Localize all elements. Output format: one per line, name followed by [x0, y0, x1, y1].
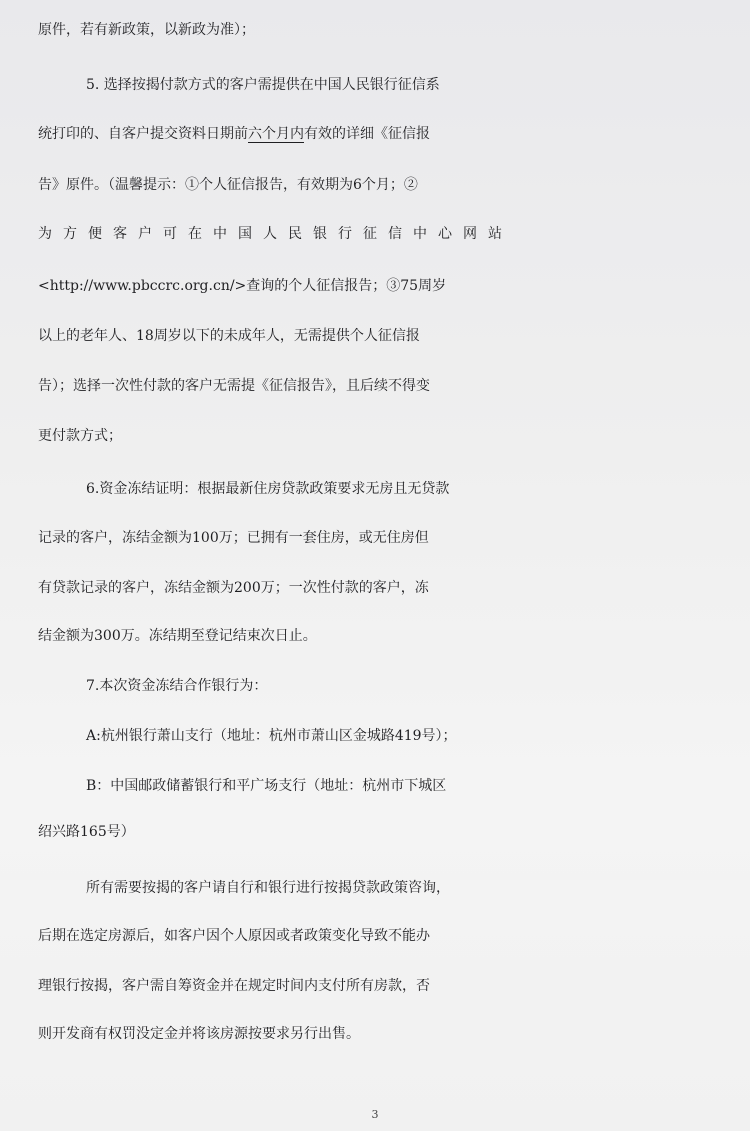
line-text: 记录的客户，冻结金额为100万；已拥有一套住房，或无住房但: [38, 530, 429, 546]
text-line: [0, 206, 750, 262]
text-line: [0, 258, 750, 314]
text-line: [0, 461, 750, 517]
text-line: [0, 804, 750, 860]
text-line: [0, 708, 750, 764]
line-text: 绍兴路165号）: [38, 824, 135, 840]
line-text: 有贷款记录的客户，冻结金额为200万；一次性付款的客户，冻: [38, 580, 429, 596]
line-text: A:杭州银行萧山支行（地址：杭州市萧山区金城路419号）；: [86, 728, 457, 744]
underlined-text: 六个月内: [248, 126, 304, 142]
page-number: 3: [371, 1108, 379, 1121]
text-line: [0, 358, 750, 414]
line-text: 告）；选择一次性付款的客户无需提《征信报告》，且后续不得变: [38, 378, 430, 394]
line-text: 统打印的、自客户提交资料日期前: [38, 126, 248, 142]
line-text: 结金额为300万。冻结期至登记结束次日止。: [38, 628, 317, 644]
text-line: [0, 908, 750, 964]
line-text: B：中国邮政储蓄银行和平广场支行（地址：杭州市下城区: [86, 778, 447, 794]
text-line: [0, 510, 750, 566]
line-text: <http://www.pbccrc.org.cn/>查询的个人征信报告；③75周岁: [38, 278, 447, 294]
text-line: [0, 308, 750, 364]
line-text: 原件，若有新政策，以新政为准）；: [38, 22, 255, 38]
line-text: 以上的老年人、18周岁以下的未成年人，无需提供个人征信报: [38, 328, 420, 344]
line-text: 为方便客户可在中国人民银行征信中心网站: [38, 226, 513, 242]
line-text: 5. 选择按揭付款方式的客户需提供在中国人民银行征信系: [86, 77, 440, 93]
text-line: [0, 658, 750, 714]
text-line: [0, 157, 750, 213]
text-line: [0, 1006, 750, 1062]
text-line: [0, 408, 750, 464]
text-line: [0, 106, 750, 162]
line-text: 后期在选定房源后，如客户因个人原因或者政策变化导致不能办: [38, 928, 430, 944]
text-line: [0, 57, 750, 113]
line-text: 所有需要按揭的客户请自行和银行进行按揭贷款政策咨询，: [86, 880, 450, 896]
text-line: [0, 608, 750, 664]
line-text: 有效的详细《征信报: [304, 126, 430, 142]
line-text: 则开发商有权罚没定金并将该房源按要求另行出售。: [38, 1026, 360, 1042]
line-text: 6.资金冻结证明：根据最新住房贷款政策要求无房且无贷款: [86, 481, 450, 497]
line-text: 更付款方式；: [38, 428, 122, 444]
line-text: 理银行按揭，客户需自筹资金并在规定时间内支付所有房款，否: [38, 978, 430, 994]
line-text: 告》原件。（温馨提示：①个人征信报告，有效期为6个月；②: [38, 177, 418, 193]
text-line: [0, 2, 750, 58]
line-text: 7.本次资金冻结合作银行为：: [86, 678, 268, 694]
